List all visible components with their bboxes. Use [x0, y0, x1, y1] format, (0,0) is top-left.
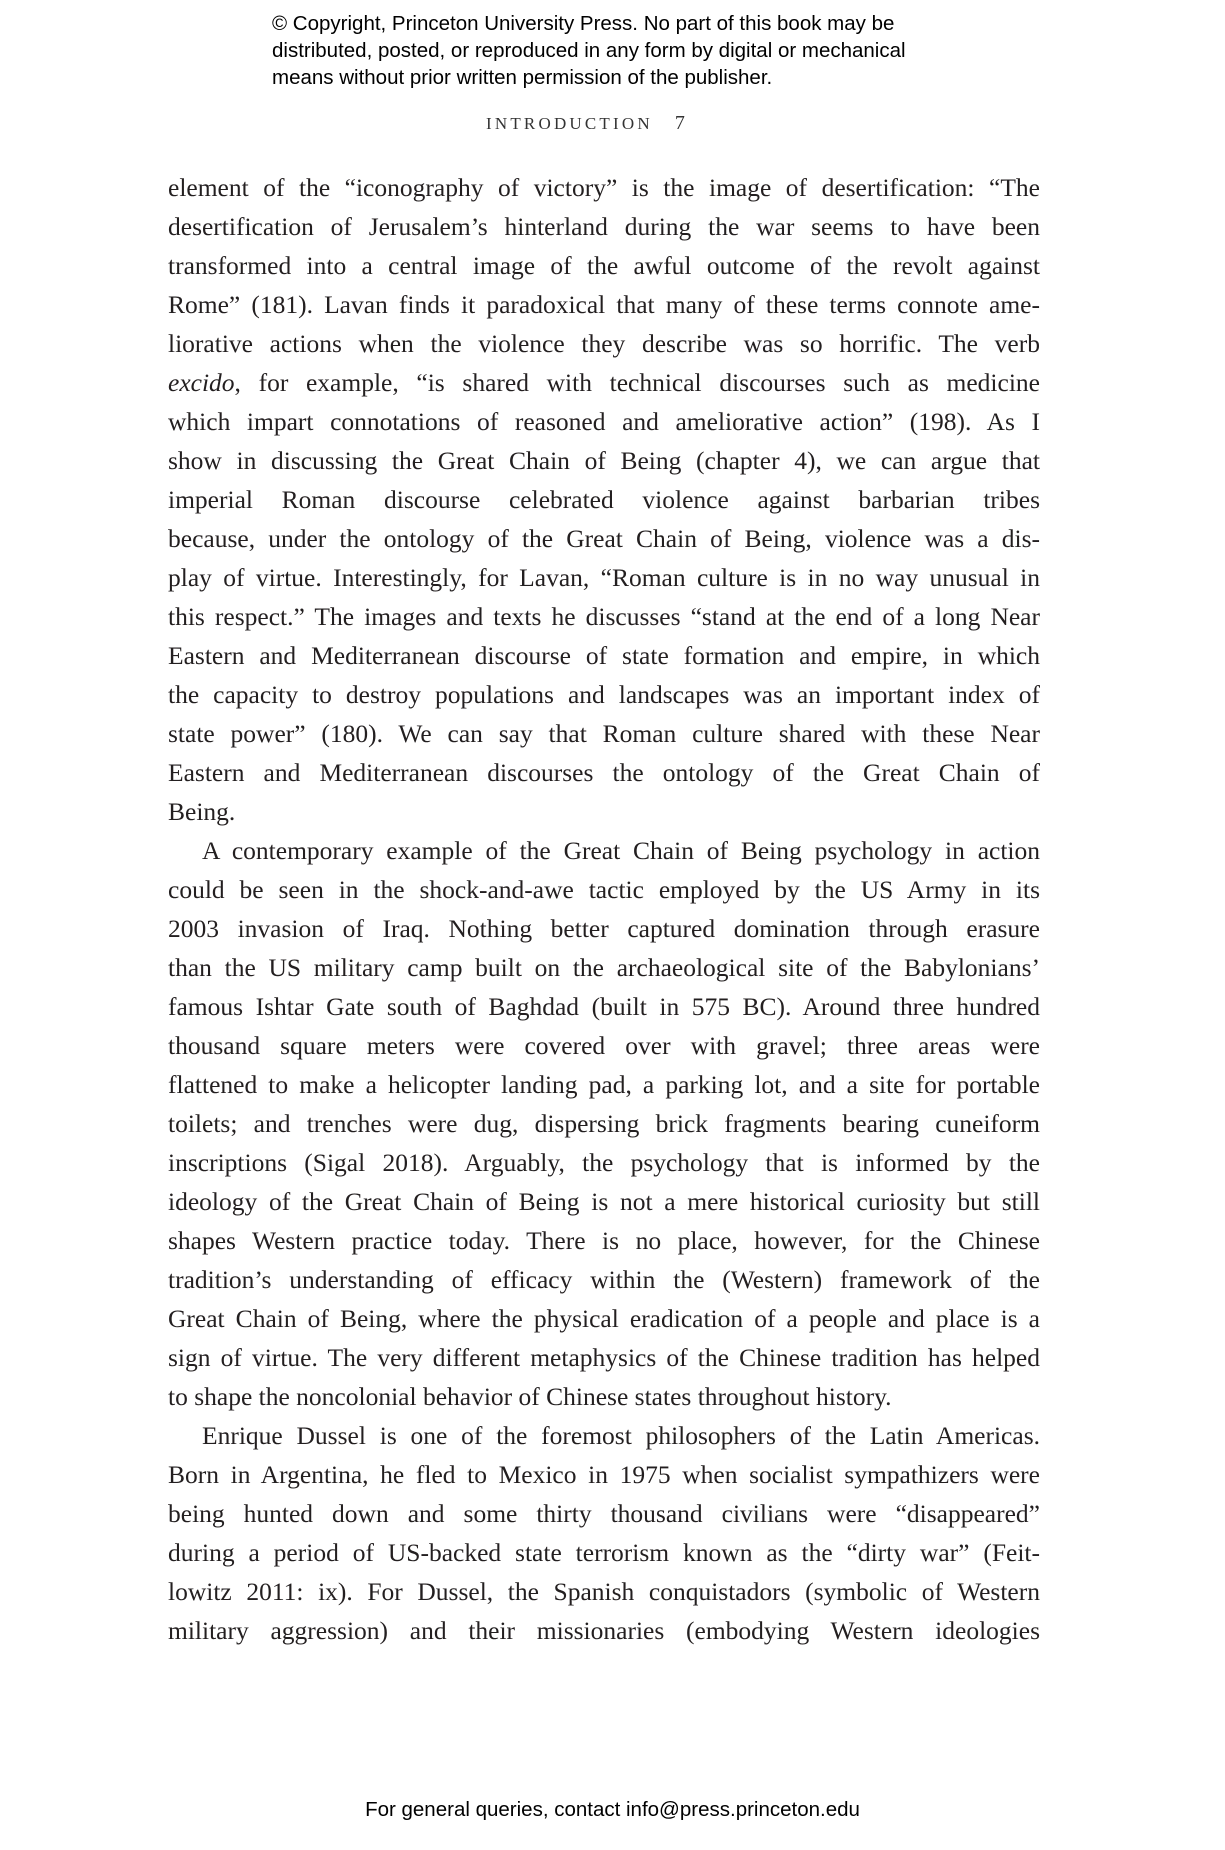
copyright-line: distributed, posted, or reproduced in any form by digital or mechanical	[272, 39, 906, 62]
text-line: during a period of US-backed state terrorism known as the “dirty war” (Feit-	[168, 1538, 1040, 1567]
text-line: ideology of the Great Chain of Being is not a mere historical curiosity but still	[168, 1187, 1040, 1216]
text-line: Great Chain of Being, where the physical eradication of a people and place is a	[168, 1304, 1040, 1333]
text-line: Rome” (181). Lavan finds it paradoxical that many of these terms connote ame-	[168, 290, 1040, 319]
text-line: tradition’s understanding of efficacy within the (Western) framework of the	[168, 1265, 1040, 1294]
text-line: liorative actions when the violence they describe was so horrific. The verb	[168, 329, 1040, 358]
text-line: being hunted down and some thirty thousand civilians were “disappeared”	[168, 1499, 1040, 1528]
text-line: A contemporary example of the Great Chain of Being psychology in action	[202, 836, 1040, 865]
text-line: play of virtue. Interestingly, for Lavan, “Roman culture is in no way unusual in	[168, 563, 1040, 592]
text-line: imperial Roman discourse celebrated violence against barbarian tribes	[168, 485, 1040, 514]
text-line: Eastern and Mediterranean discourses the ontology of the Great Chain of	[168, 758, 1040, 787]
text-line: than the US military camp built on the archaeological site of the Babylonians’	[168, 953, 1040, 982]
page-number: 7	[674, 112, 685, 134]
body-text	[168, 168, 1040, 1650]
text-line: Eastern and Mediterranean discourse of state formation and empire, in which	[168, 641, 1040, 670]
italic-term: excido	[168, 368, 235, 397]
text-line: thousand square meters were covered over with gravel; three areas were	[168, 1031, 1040, 1060]
text-line: show in discussing the Great Chain of Being (chapter 4), we can argue that	[168, 446, 1040, 475]
copyright-line: means without prior written permission of the publisher.	[272, 66, 773, 89]
text-line: flattened to make a helicopter landing pad, a parking lot, and a site for portable	[168, 1070, 1040, 1099]
text-line: toilets; and trenches were dug, dispersing brick fragments bearing cuneiform	[168, 1109, 1040, 1138]
text-line: because, under the ontology of the Great Chain of Being, violence was a dis-	[168, 524, 1040, 553]
text-line: Being.	[168, 797, 236, 826]
text-line: which impart connotations of reasoned and ameliorative action” (198). As I	[168, 407, 1040, 436]
text-line: sign of virtue. The very different metaphysics of the Chinese tradition has helped	[168, 1343, 1040, 1372]
text-line: lowitz 2011: ix). For Dussel, the Spanish conquistadors (symbolic of Western	[168, 1577, 1040, 1606]
text-line: state power” (180). We can say that Roman culture shared with these Near	[168, 719, 1040, 748]
text-line: this respect.” The images and texts he discusses “stand at the end of a long Near	[168, 602, 1040, 631]
running-head	[486, 112, 685, 135]
footer-contact: For general queries, contact info@press.princeton.edu	[365, 1798, 860, 1821]
chapter-title: INTRODUCTION	[486, 114, 653, 133]
text-line: could be seen in the shock-and-awe tactic employed by the US Army in its	[168, 875, 1040, 904]
text-line: Enrique Dussel is one of the foremost philosophers of the Latin Americas.	[202, 1421, 1040, 1450]
text-line: excido, for example, “is shared with technical discourses such as medicine	[168, 368, 1040, 397]
text-line: military aggression) and their missionaries (embodying Western ideologies	[168, 1616, 1040, 1645]
text-line: famous Ishtar Gate south of Baghdad (built in 575 BC). Around three hundred	[168, 992, 1040, 1021]
copyright-line: © Copyright, Princeton University Press. No part of this book may be	[272, 12, 895, 35]
text-line: shapes Western practice today. There is no place, however, for the Chinese	[168, 1226, 1040, 1255]
copyright-notice	[272, 10, 906, 91]
text-line: desertification of Jerusalem’s hinterland during the war seems to have been	[168, 212, 1040, 241]
text-line: Born in Argentina, he fled to Mexico in 1975 when socialist sympathizers were	[168, 1460, 1040, 1489]
text-line: element of the “iconography of victory” is the image of desertification: “The	[168, 173, 1040, 202]
text-line: the capacity to destroy populations and landscapes was an important index of	[168, 680, 1040, 709]
text-line: inscriptions (Sigal 2018). Arguably, the psychology that is informed by the	[168, 1148, 1040, 1177]
text-line: transformed into a central image of the awful outcome of the revolt against	[168, 251, 1040, 280]
text-line: 2003 invasion of Iraq. Nothing better captured domination through erasure	[168, 914, 1040, 943]
text-line: to shape the noncolonial behavior of Chinese states throughout history.	[168, 1382, 892, 1411]
